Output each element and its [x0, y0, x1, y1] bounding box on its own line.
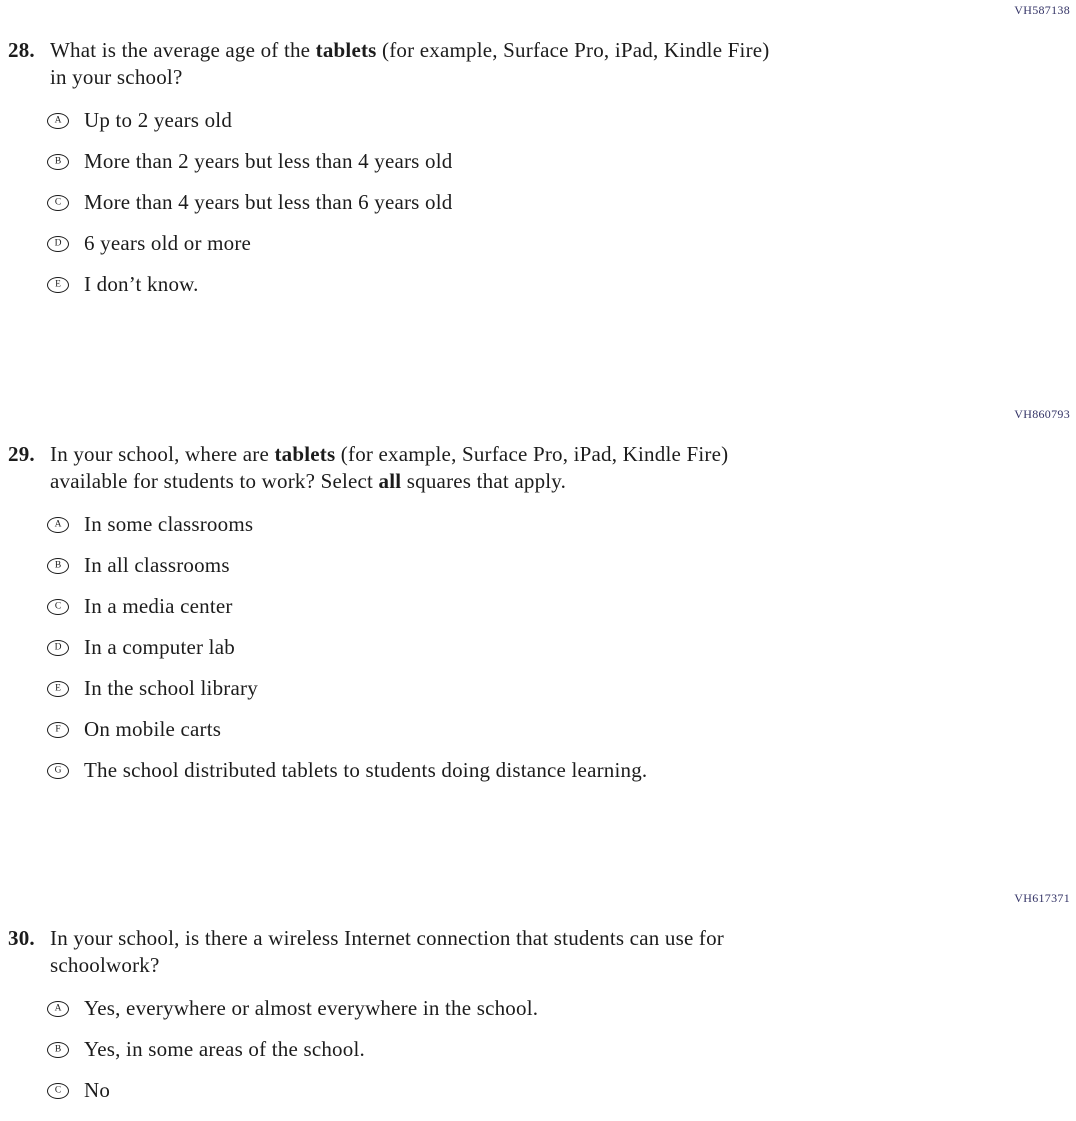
bold-keyword: tablets [315, 38, 377, 62]
text-segment: (for example, Surface Pro, iPad, Kindle Fire) [376, 38, 770, 62]
option-label: In the school library [84, 676, 258, 700]
option-label: On mobile carts [84, 717, 222, 741]
text-segment: What is the average age of the [50, 38, 316, 62]
bubble-letter: A [54, 1003, 62, 1014]
question-text [50, 925, 724, 979]
option-label: No [84, 1078, 111, 1102]
answer-option-e[interactable] [47, 678, 647, 699]
item-code: VH860793 [1014, 407, 1070, 421]
bubble-letter: E [55, 279, 61, 290]
option-label: I don’t know. [84, 272, 199, 296]
answer-option-c[interactable] [47, 192, 452, 213]
bubble-letter: D [54, 238, 62, 249]
bubble-letter: D [54, 642, 62, 653]
question-text-line [50, 468, 728, 495]
question-text [50, 441, 728, 495]
bubble-letter: C [54, 1085, 62, 1096]
question-number: 29. [8, 442, 35, 466]
answer-option-b[interactable] [47, 151, 452, 172]
bubble-letter: C [54, 601, 62, 612]
text-segment: available for students to work? Select [50, 469, 379, 493]
bold-keyword: tablets [274, 442, 336, 466]
option-label: The school distributed tablets to students doing distance learning. [84, 758, 648, 782]
text-segment: In your school, where are [50, 442, 275, 466]
bubble-letter: C [54, 197, 62, 208]
answer-option-e[interactable] [47, 274, 452, 295]
option-bubble-a-icon[interactable] [47, 1001, 69, 1017]
option-label: In a media center [84, 594, 233, 618]
answer-option-c[interactable] [47, 1080, 538, 1101]
bubble-letter: A [54, 519, 62, 530]
option-label: More than 4 years but less than 6 years old [84, 190, 453, 214]
bubble-letter: F [55, 724, 61, 735]
option-bubble-a-icon[interactable] [47, 113, 69, 129]
text-segment: (for example, Surface Pro, iPad, Kindle Fire) [335, 442, 729, 466]
item-code: VH587138 [1014, 3, 1070, 17]
option-bubble-f-icon[interactable] [47, 722, 69, 738]
text-segment: schoolwork? [50, 953, 160, 977]
answer-option-a[interactable] [47, 998, 538, 1019]
option-label: In some classrooms [84, 512, 254, 536]
option-bubble-b-icon[interactable] [47, 558, 69, 574]
text-segment: In your school, is there a wireless Internet connection that students can use for [50, 926, 724, 950]
options-list [47, 998, 538, 1121]
bubble-letter: E [55, 683, 61, 694]
options-list [47, 514, 647, 801]
option-label: In all classrooms [84, 553, 230, 577]
answer-option-d[interactable] [47, 637, 647, 658]
option-label: More than 2 years but less than 4 years old [84, 149, 453, 173]
option-bubble-b-icon[interactable] [47, 154, 69, 170]
answer-option-d[interactable] [47, 233, 452, 254]
option-bubble-c-icon[interactable] [47, 1083, 69, 1099]
bubble-letter: G [54, 765, 62, 776]
question-text-line [50, 37, 769, 64]
bubble-letter: B [54, 156, 62, 167]
bubble-letter: B [54, 1044, 62, 1055]
bubble-letter: A [54, 115, 62, 126]
option-bubble-b-icon[interactable] [47, 1042, 69, 1058]
option-label: In a computer lab [84, 635, 235, 659]
options-list [47, 110, 452, 315]
option-bubble-d-icon[interactable] [47, 640, 69, 656]
answer-option-b[interactable] [47, 1039, 538, 1060]
option-bubble-c-icon[interactable] [47, 195, 69, 211]
option-label: 6 years old or more [84, 231, 252, 255]
answer-option-b[interactable] [47, 555, 647, 576]
question-prompt [8, 37, 769, 91]
option-bubble-g-icon[interactable] [47, 763, 69, 779]
bold-keyword: all [378, 469, 402, 493]
answer-option-c[interactable] [47, 596, 647, 617]
answer-option-g[interactable] [47, 760, 647, 781]
option-bubble-d-icon[interactable] [47, 236, 69, 252]
question-text-line [50, 925, 724, 952]
item-code: VH617371 [1014, 891, 1070, 905]
option-label: Yes, in some areas of the school. [84, 1037, 365, 1061]
bubble-letter: B [54, 560, 62, 571]
question-number: 30. [8, 926, 35, 950]
option-label: Yes, everywhere or almost everywhere in the school. [84, 996, 539, 1020]
option-bubble-c-icon[interactable] [47, 599, 69, 615]
option-label: Up to 2 years old [84, 108, 233, 132]
text-segment: squares that apply. [401, 469, 567, 493]
question-number: 28. [8, 38, 35, 62]
question-prompt [8, 441, 728, 495]
question-prompt [8, 925, 724, 979]
question-text-line [50, 952, 724, 979]
option-bubble-e-icon[interactable] [47, 681, 69, 697]
question-text-line [50, 64, 769, 91]
option-bubble-e-icon[interactable] [47, 277, 69, 293]
answer-option-a[interactable] [47, 110, 452, 131]
question-text-line [50, 441, 728, 468]
option-bubble-a-icon[interactable] [47, 517, 69, 533]
text-segment: in your school? [50, 65, 183, 89]
question-text [50, 37, 769, 91]
answer-option-f[interactable] [47, 719, 647, 740]
answer-option-a[interactable] [47, 514, 647, 535]
